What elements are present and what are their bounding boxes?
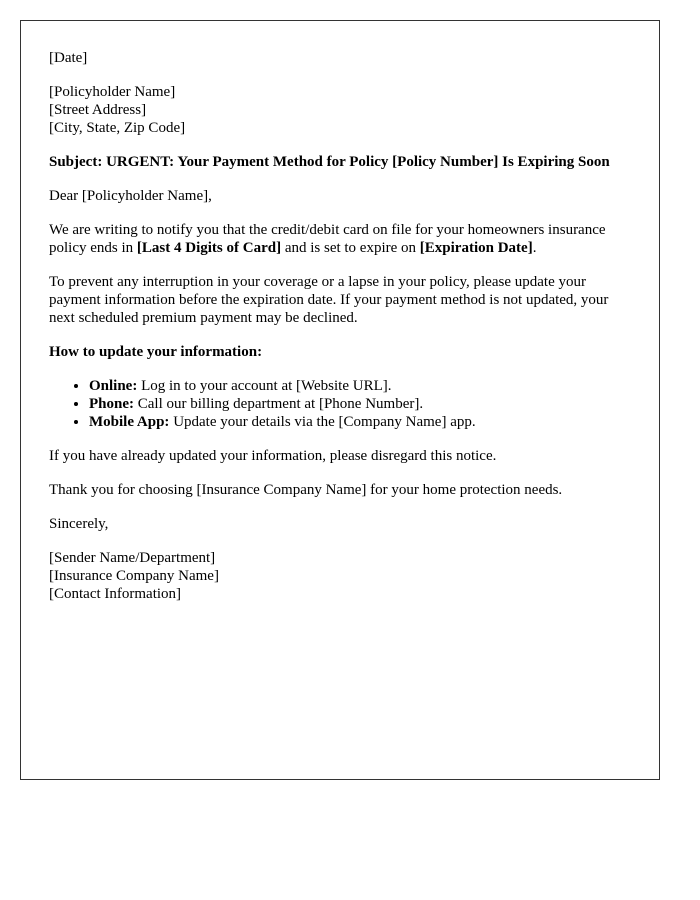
card-digits: [Last 4 Digits of Card] [136, 240, 282, 256]
sender-contact: [Contact Information] [49, 586, 182, 602]
date-text: [Date] [49, 50, 88, 66]
list-item-online [89, 377, 631, 395]
letter-page [20, 20, 660, 780]
method-text: Log in to your account at [Website URL]. [137, 378, 392, 394]
prevention-paragraph: To prevent any interruption in your coverage or a lapse in your policy, please update your payment information before the expiration date. If your payment method is not updated, your next scheduled premium payment may be declined. [49, 274, 609, 326]
greeting: Dear [Policyholder Name], [49, 188, 212, 204]
thanks-paragraph: Thank you for choosing [Insurance Company Name] for your home protection needs. [49, 482, 563, 498]
sender-company: [Insurance Company Name] [49, 568, 219, 584]
notice-text-c: . [532, 240, 537, 256]
method-label: Online: [89, 378, 138, 394]
list-item-phone [89, 395, 631, 413]
method-label: Phone: [89, 396, 134, 412]
update-heading: How to update your information: [49, 344, 263, 360]
notice-text-a: We are writing to notify you that the credit/debit card on file for your homeowners insurance policy ends in [49, 222, 606, 256]
disregard-paragraph: If you have already updated your information, please disregard this notice. [49, 448, 497, 464]
notice-text-b: and is set to expire on [281, 240, 420, 256]
closing: Sincerely, [49, 516, 109, 532]
recipient-name: [Policyholder Name] [49, 84, 176, 100]
sender-name: [Sender Name/Department] [49, 550, 216, 566]
list-item-mobile-app [89, 413, 631, 431]
method-text: Update your details via the [Company Name] app. [169, 414, 476, 430]
recipient-city: [City, State, Zip Code] [49, 120, 186, 136]
expiration-date: [Expiration Date] [419, 240, 533, 256]
subject-line: Subject: URGENT: Your Payment Method for Policy [Policy Number] Is Expiring Soon [49, 154, 610, 170]
recipient-street: [Street Address] [49, 102, 147, 118]
update-methods-list [49, 377, 631, 431]
method-text: Call our billing department at [Phone Number]. [134, 396, 424, 412]
notice-paragraph [49, 221, 631, 257]
date-line [49, 49, 631, 67]
method-label: Mobile App: [89, 414, 170, 430]
sender-signature [49, 549, 631, 603]
recipient-address [49, 83, 631, 137]
